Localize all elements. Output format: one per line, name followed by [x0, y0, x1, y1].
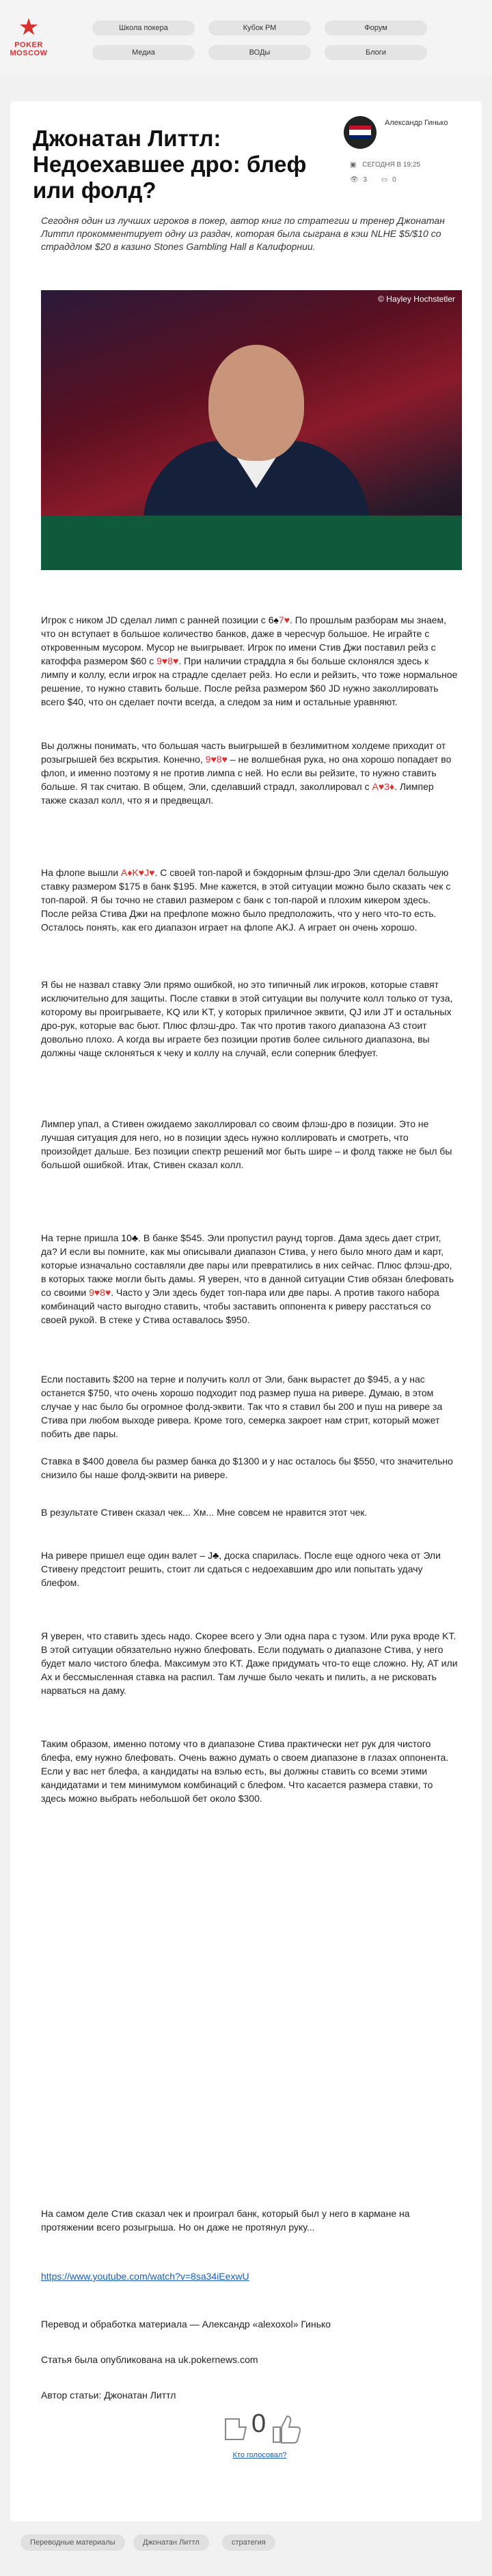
nav-rm-cup[interactable]: Кубок РМ [208, 20, 311, 36]
logo-text-top: POKER [14, 41, 43, 49]
credit-translation: Перевод и обработка материала — Александр «alexoxol» Гинько [41, 2319, 331, 2330]
publish-date: СЕГОДНЯ В 19:25 [362, 161, 421, 169]
nav-vody[interactable]: ВОДы [208, 45, 311, 60]
logo-text-bottom: MOSCOW [10, 49, 48, 57]
paragraph: Лимпер упал, а Стивен ожидаемо заколлировал со своим флэш-дро в позиции. Это не лучшая ситуация для него, но в позиции здесь нужно коллировать и смотреть, что произойдет дальше. Без позиции спектр решений мог быть шире – и фолд также не был бы большой ошибкой. Итак, Стивен сказал колл. [41, 1118, 452, 1170]
paragraph: Я бы не назвал ставку Эли прямо ошибкой, но это типичный лик игроков, которые ставят исключительно для защиты. После ставки в этой ситуации вы получите колл только от туза, которому вы проигрываете, KQ или KT, у которых приличное эквити, QJ или JT и остальных дро-рук, которые вас бьют. Плюс флэш-дро. Так что против такого диапазона А3 стоит довольно плохо. А когда вы играете без позиции против более сильного диапазона, вы должны чаще склоняться к чеку и коллу на случай, если соперник блефует. [41, 979, 453, 1058]
like-widget [219, 2407, 301, 2448]
calendar-icon: ▣ [350, 161, 357, 169]
paragraph: На терне пришла 10♣. В банке $545. Эли пропустил раунд торгов. Дама здесь дает стрит, да? И если вы помните, как мы описывали диапазон Стива, у него было много дам и карт, которые изначально составляли две пары или превратились в них сейчас. Плюс флэш-дро, в которых также могли быть дамы. Я уверен, что в данной ситуации Стив обязан блефовать со своими 9♥8♥. Часто у Эли здесь будет топ-пара или две пары. А против такого набора комбинаций часто выгодно ставить, чтобы заставить оппонента к риверу расстаться со своей рукой. В стеке у Стива оставалось $950. [41, 1232, 454, 1325]
date-row [350, 161, 420, 169]
paragraph: Я уверен, что ставить здесь надо. Скорее всего у Эли одна пара с тузом. Или рука вроде KT. В этой ситуации обязательно нужно блефовать. Если подумать о диапазоне Стива, у него будет мало чистого блефа. Максимум это KT. Даже придумать что-то еще сложно. Ну, AT или Ax и бессмысленная ставка на распил. Там лучше было чекать и пилить, а не рисковать нарваться на даму. [41, 1630, 458, 1696]
article-photo [41, 290, 462, 570]
paragraph: Ставка в $400 довела бы размер банка до $1300 и у нас осталось бы $550, что значительно снизило бы наше фолд-эквити на ривере. [41, 1456, 453, 1480]
comment-icon: ▭ [381, 176, 388, 184]
tag-strategy[interactable]: стратегия [222, 2534, 275, 2551]
photo-poker-table [41, 515, 462, 570]
site-logo[interactable] [8, 14, 49, 68]
credit-source: Статья была опубликована на uk.pokernews.com [41, 2354, 258, 2365]
paragraph: На самом деле Стив сказал чек и проиграл банк, который был у него в кармане на протяжении всего розыгрыша. Но он даже не протянул руку... [41, 2208, 410, 2233]
article-lead: Сегодня один из лучших игроков в покер, автор книг по стратегии и тренер Джонатан Литтл прокомментирует одну из раздач, которая была сыграна в кэш NLHE $5/$10 со страддлом $20 в казино Stones Gambling Hall в Калифорнии. [41, 215, 445, 252]
article-title: Джонатан Литтл: Недоехавшее дро: блеф или фолд? [33, 126, 307, 203]
paragraph: На флопе вышли A♦K♥J♥. С своей топ-парой и бэкдорным флэш-дро Эли сделал большую ставку размером $175 в банк $195. Мне кажется, в этой ситуации можно было сказать чек с топ-парой. Я бы точно не ставил размером с банк с топ-парой и плохим кикером здесь. После рейза Стива Джи на префлопе можно было предположить, что у него что-то есть. Осталось понять, как его диапазон играет на флопе AKJ. А играет он очень хорошо. [41, 867, 451, 933]
like-icon[interactable] [273, 2416, 300, 2443]
nav-media[interactable]: Медиа [92, 45, 195, 60]
comment-count: 0 [392, 176, 396, 184]
paragraph: Игрок с ником JD сделал лимп с ранней позиции с 6♠7♥. По прошлым разборам мы знаем, что он вступает в большое количество банков, даже в чересчур большое. Не играйте с откровенным мусором. Мусор не выигрывает. Игрок по имени Стив Джи поставил рейз с катоффа размером $60 с 9♥8♥. При наличии страддла я бы больше склонялся здесь к лимпу и коллу, если игрок на страдле сделает рейз. Но если и рейзить, что тоже нормальное решение, то нужно ставить больше. После рейза размером $60 JD нужно заколлировать всего $40, что он сделает почти всегда, а следом за ним и остальные уравняют. [41, 614, 458, 707]
site-header [0, 0, 492, 75]
tag-translated[interactable]: Переводные материалы [20, 2534, 125, 2551]
dislike-icon[interactable] [226, 2419, 246, 2439]
paragraph: На ривере пришел еще один валет – J♣, доска спарилась. После еще одного чека от Эли Стивену предстоит решить, стоит ли сдаться с недоехавшим дро или попытать удачу блефом. [41, 1550, 441, 1588]
star-icon: ★ [18, 14, 40, 40]
credit-author: Автор статьи: Джонатан Литтл [41, 2390, 176, 2401]
photo-credit: © Hayley Hochstetler [378, 294, 455, 304]
photo-player-head [208, 345, 304, 461]
nav-forum[interactable]: Форум [325, 20, 427, 36]
avatar[interactable] [344, 116, 377, 149]
tag-jonathan-little[interactable]: Джонатан Литтл [133, 2534, 209, 2551]
video-link[interactable]: https://www.youtube.com/watch?v=8sa34iEexwU [41, 2271, 249, 2282]
nav-poker-school[interactable]: Школа покера [92, 20, 195, 36]
view-count: 3 [363, 176, 368, 184]
stats-row [350, 176, 396, 184]
paragraph: Вы должны понимать, что большая часть выигрышей в безлимитном холдеме приходит от розыгрышей без вскрытия. Конечно, 9♥8♥ – не волшебная рука, но она хорошо попадает во флоп, и именно поэтому я не против лимпа с ней. Но если вы рейзите, то нужно ставить больше. Я так считаю. В общем, Эли, сделавший страдл, заколлировал с A♥3♦. Лимпер также сказал колл, что я и предвещал. [41, 740, 452, 806]
paragraph: В результате Стивен сказал чек... Хм... Мне совсем не нравится этот чек. [41, 1507, 368, 1518]
paragraph: Таким образом, именно потому что в диапазоне Стива практически нет рук для чистого блефа, ему нужно блефовать. Очень важно думать о своем диапазоне в глазах оппонента. Если у вас нет блефа, а кандидаты на вэлью есть, вы должны ставить со всеми этими кандидатами и тем минимумом комбинаций с блефом. Что касается размера ставки, то здесь можно выбрать небольшой бет около $300. [41, 1738, 449, 1804]
eye-icon: 👁 [350, 176, 359, 184]
like-count: 0 [251, 2409, 266, 2438]
nav-blogs[interactable]: Блоги [325, 45, 427, 60]
who-voted-link[interactable]: Кто голосовал? [232, 2451, 287, 2459]
uk-flag-icon [349, 126, 371, 139]
paragraph: Если поставить $200 на терне и получить колл от Эли, банк вырастет до $945, а у нас останется $750, что очень хорошо подходит под размер пуша на ривере. Думаю, в этом случае у нас было бы огромное фолд-эквити. Так что я ставил бы 200 и пуш на ривере за Стива при любом выходе ривера. Кроме того, семерка закроет нам стрит, который может побить две пары. [41, 1374, 443, 1439]
author-name[interactable]: Александр Гинько [385, 119, 448, 127]
